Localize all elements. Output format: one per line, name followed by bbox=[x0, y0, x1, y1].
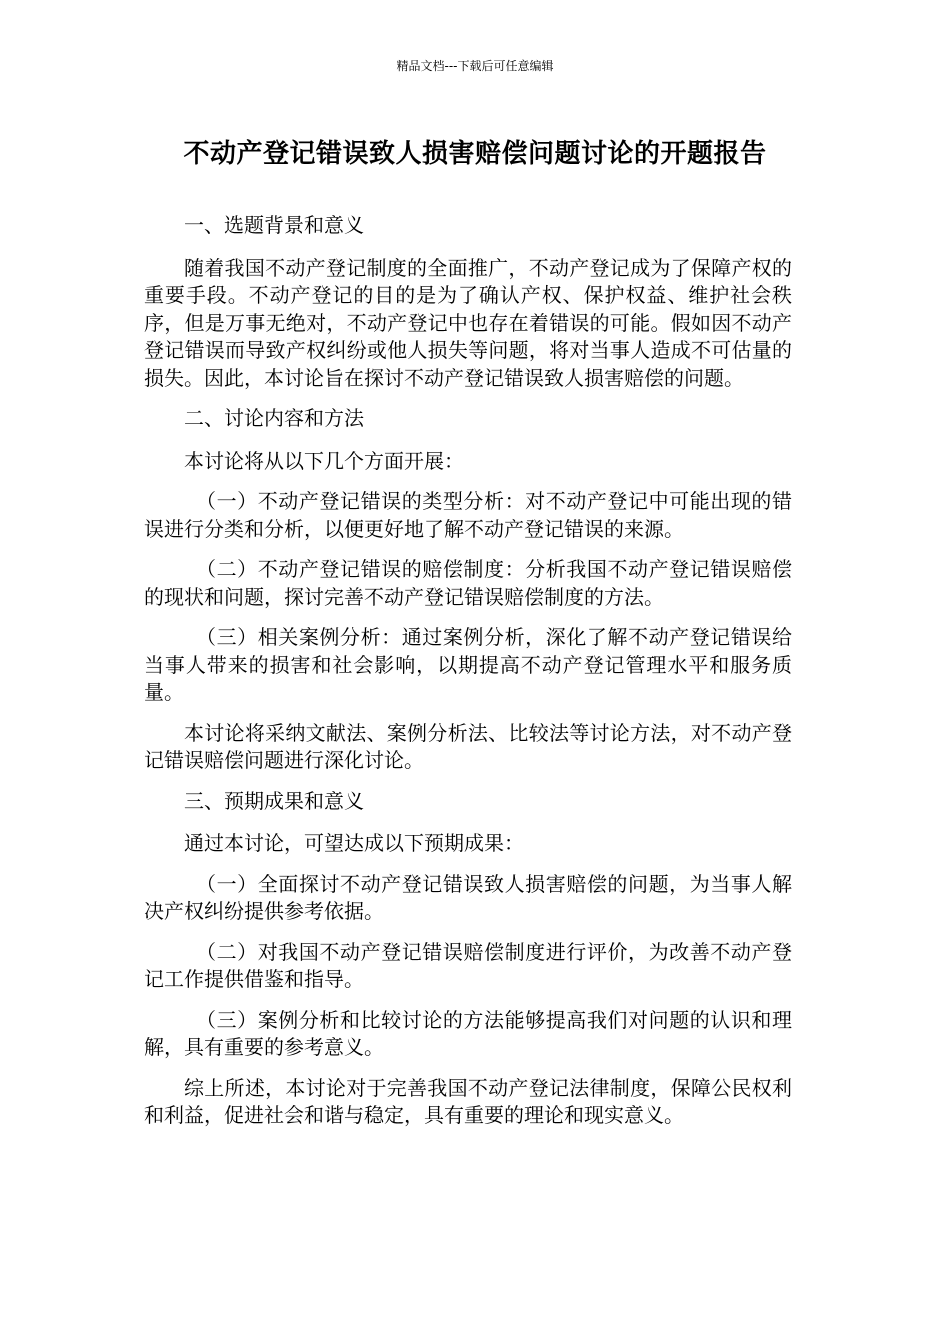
result-item-1: （一）全面探讨不动产登记错误致人损害赔偿的问题，为当事人解决产权纠纷提供参考依据。 bbox=[144, 871, 792, 923]
result-item-3: （三）案例分析和比较讨论的方法能够提高我们对问题的认识和理解，具有重要的参考意义。 bbox=[144, 1007, 792, 1059]
paragraph-expected-intro: 通过本讨论，可望达成以下预期成果： bbox=[184, 831, 524, 855]
result-item-2: （二）对我国不动产登记错误赔偿制度进行评价，为改善不动产登记工作提供借鉴和指导。 bbox=[144, 939, 792, 991]
paragraph-background: 随着我国不动产登记制度的全面推广，不动产登记成为了保障产权的重要手段。不动产登记的目的是为了确认产权、保护权益、维护社会秩序，但是万事无绝对，不动产登记中也存在着错误的可能。假如因不动产登记错误而导致产权纠纷或他人损失等问题，将对当事人造成不可估量的损失。因此，本讨论旨在探讨不动产登记错误致人损害赔偿的问题。 bbox=[144, 255, 792, 390]
document-body bbox=[144, 212, 792, 1143]
paragraph-intro: 本讨论将从以下几个方面开展： bbox=[184, 448, 464, 473]
list-item-3: （三）相关案例分析：通过案例分析，深化了解不动产登记错误给当事人带来的损害和社会影响，以期提高不动产登记管理水平和服务质量。 bbox=[144, 625, 792, 704]
paragraph-methods: 本讨论将采纳文献法、案例分析法、比较法等讨论方法，对不动产登记错误赔偿问题进行深化讨论。 bbox=[144, 720, 792, 772]
document-title: 不动产登记错误致人损害赔偿问题讨论的开题报告 bbox=[183, 139, 767, 169]
section-heading-content-method: 二、讨论内容和方法 bbox=[184, 406, 364, 430]
list-item-1: （一）不动产登记错误的类型分析：对不动产登记中可能出现的错误进行分类和分析，以便更好地了解不动产登记错误的来源。 bbox=[144, 489, 792, 541]
section-heading-background: 一、选题背景和意义 bbox=[184, 213, 364, 237]
page-header: 精品文档---下载后可任意编辑 bbox=[396, 59, 554, 73]
list-item-2: （二）不动产登记错误的赔偿制度：分析我国不动产登记错误赔偿的现状和问题，探讨完善不动产登记错误赔偿制度的方法。 bbox=[144, 557, 792, 609]
section-heading-expected-results: 三、预期成果和意义 bbox=[184, 788, 364, 813]
paragraph-conclusion: 综上所述，本讨论对于完善我国不动产登记法律制度，保障公民权利和利益，促进社会和谐与稳定，具有重要的理论和现实意义。 bbox=[144, 1075, 792, 1127]
